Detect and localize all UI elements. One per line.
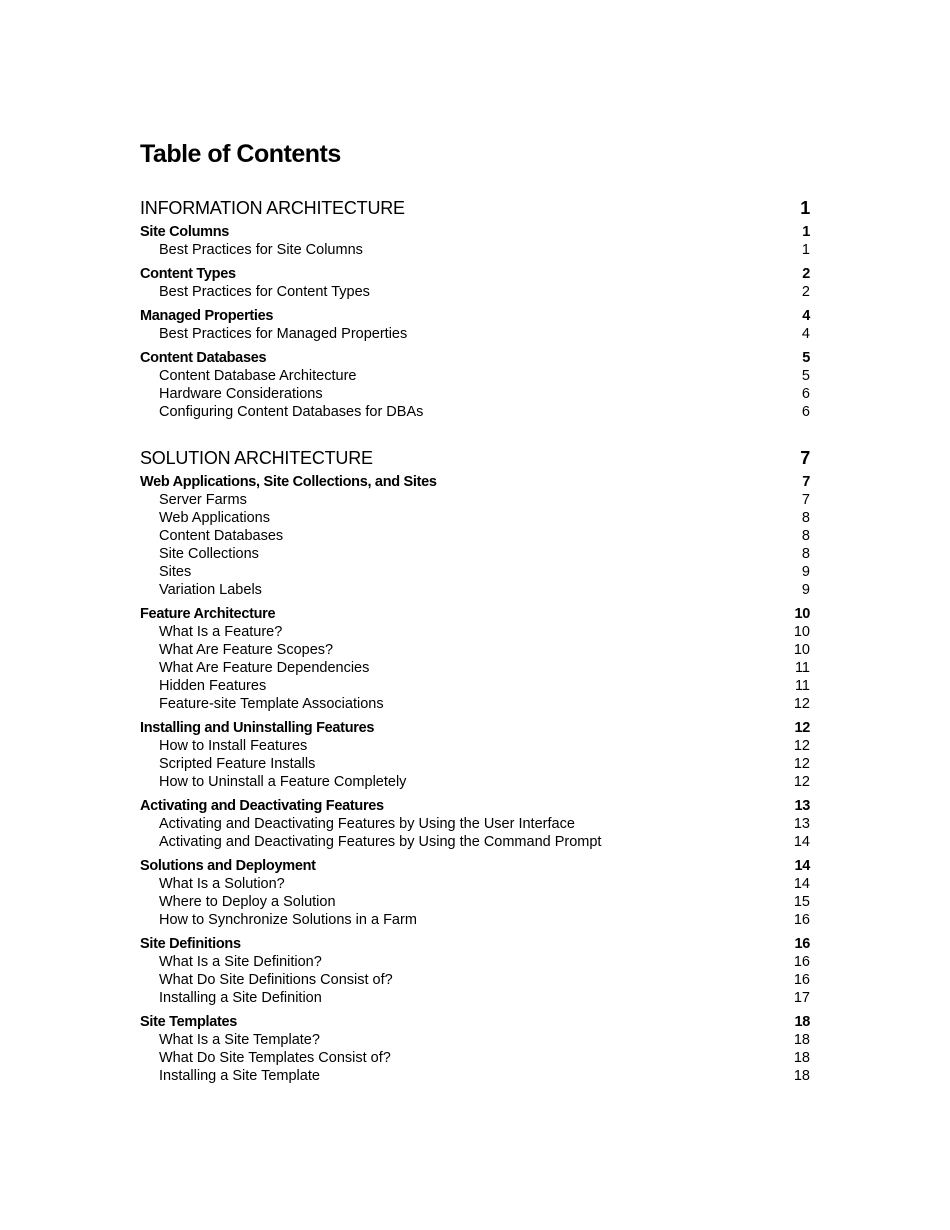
toc-entry[interactable] — [140, 641, 810, 659]
toc-section-heading[interactable] — [140, 307, 810, 325]
part-title: SOLUTION ARCHITECTURE — [140, 448, 373, 468]
toc-section — [140, 265, 810, 301]
section-page-number: 12 — [794, 720, 810, 736]
section-title: Site Templates — [140, 1014, 238, 1030]
entry-page-number: 14 — [793, 834, 810, 850]
entry-page-number: 10 — [793, 624, 810, 640]
entry-page-number: 9 — [801, 582, 810, 598]
section-title: Activating and Deactivating Features — [140, 798, 384, 814]
entry-title: What Are Feature Scopes? — [159, 642, 334, 658]
toc-entry[interactable] — [140, 971, 810, 989]
entry-title: Content Database Architecture — [159, 368, 357, 384]
entry-page-number: 8 — [801, 510, 810, 526]
entry-page-number: 16 — [793, 912, 810, 928]
toc-section — [140, 719, 810, 791]
entry-title: How to Install Features — [159, 738, 308, 754]
table-of-contents — [140, 138, 810, 1111]
entry-page-number: 12 — [793, 774, 810, 790]
entry-page-number: 18 — [793, 1050, 810, 1066]
entry-page-number: 11 — [794, 678, 810, 694]
toc-entry[interactable] — [140, 283, 810, 301]
entry-page-number: 16 — [793, 954, 810, 970]
entry-page-number: 7 — [801, 492, 810, 508]
toc-section-heading[interactable] — [140, 719, 810, 737]
part-page-number: 1 — [800, 198, 810, 218]
entry-title: Scripted Feature Installs — [159, 756, 316, 772]
entry-page-number: 12 — [793, 738, 810, 754]
toc-entry[interactable] — [140, 875, 810, 893]
part-title: INFORMATION ARCHITECTURE — [140, 198, 405, 218]
entry-page-number: 18 — [793, 1032, 810, 1048]
toc-section-heading[interactable] — [140, 857, 810, 875]
entry-page-number: 15 — [793, 894, 810, 910]
entry-title: Hardware Considerations — [159, 386, 323, 402]
entry-title: Best Practices for Content Types — [159, 284, 370, 300]
section-title: Content Databases — [140, 350, 267, 366]
toc-entry[interactable] — [140, 755, 810, 773]
toc-entry[interactable] — [140, 989, 810, 1007]
toc-entry[interactable] — [140, 677, 810, 695]
entry-title: Content Databases — [159, 528, 284, 544]
section-page-number: 16 — [794, 936, 810, 952]
entry-title: Hidden Features — [159, 678, 267, 694]
toc-section-heading[interactable] — [140, 935, 810, 953]
toc-section-heading[interactable] — [140, 1013, 810, 1031]
toc-section-heading[interactable] — [140, 349, 810, 367]
entry-title: What Do Site Templates Consist of? — [159, 1050, 391, 1066]
toc-parts — [140, 197, 810, 1085]
section-title: Installing and Uninstalling Features — [140, 720, 375, 736]
entry-page-number: 17 — [793, 990, 810, 1006]
toc-entry[interactable] — [140, 623, 810, 641]
section-title: Solutions and Deployment — [140, 858, 316, 874]
entry-title: Feature-site Template Associations — [159, 696, 384, 712]
section-page-number: 10 — [794, 606, 810, 622]
toc-entry[interactable] — [140, 385, 810, 403]
entry-title: Activating and Deactivating Features by Using the Command Prompt — [159, 834, 602, 850]
toc-section — [140, 223, 810, 259]
section-page-number: 2 — [802, 266, 810, 282]
toc-entry[interactable] — [140, 241, 810, 259]
toc-entry[interactable] — [140, 911, 810, 929]
entry-title: What Do Site Definitions Consist of? — [159, 972, 393, 988]
toc-entry[interactable] — [140, 1031, 810, 1049]
toc-entry[interactable] — [140, 545, 810, 563]
section-title: Content Types — [140, 266, 236, 282]
entry-page-number: 6 — [801, 386, 810, 402]
section-page-number: 18 — [794, 1014, 810, 1030]
entry-title: Best Practices for Site Columns — [159, 242, 363, 258]
toc-section — [140, 857, 810, 929]
toc-entry[interactable] — [140, 893, 810, 911]
page-title: Table of Contents — [140, 140, 341, 168]
section-page-number: 1 — [802, 224, 810, 240]
entry-page-number: 13 — [793, 816, 810, 832]
section-page-number: 14 — [794, 858, 810, 874]
toc-part — [140, 197, 810, 421]
section-title: Managed Properties — [140, 308, 274, 324]
toc-section — [140, 935, 810, 1007]
toc-section — [140, 797, 810, 851]
section-title: Feature Architecture — [140, 606, 276, 622]
entry-title: What Is a Site Template? — [159, 1032, 320, 1048]
entry-page-number: 1 — [801, 242, 810, 258]
entry-title: What Is a Site Definition? — [159, 954, 322, 970]
entry-page-number: 11 — [794, 660, 810, 676]
section-title: Site Columns — [140, 224, 230, 240]
toc-entry[interactable] — [140, 527, 810, 545]
section-page-number: 13 — [794, 798, 810, 814]
entry-page-number: 6 — [801, 404, 810, 420]
toc-section — [140, 307, 810, 343]
entry-page-number: 9 — [801, 564, 810, 580]
toc-section — [140, 349, 810, 421]
section-title: Web Applications, Site Collections, and Sites — [140, 474, 437, 490]
entry-title: What Is a Feature? — [159, 624, 283, 640]
entry-title: What Is a Solution? — [159, 876, 285, 892]
toc-entry[interactable] — [140, 563, 810, 581]
entry-title: Web Applications — [159, 510, 270, 526]
entry-page-number: 5 — [801, 368, 810, 384]
entry-page-number: 18 — [793, 1068, 810, 1084]
toc-entry[interactable] — [140, 815, 810, 833]
toc-entry[interactable] — [140, 695, 810, 713]
entry-page-number: 12 — [793, 756, 810, 772]
entry-title: What Are Feature Dependencies — [159, 660, 370, 676]
toc-section-heading[interactable] — [140, 473, 810, 491]
section-title: Site Definitions — [140, 936, 241, 952]
toc-entry[interactable] — [140, 491, 810, 509]
entry-title: Activating and Deactivating Features by Using the User Interface — [159, 816, 575, 832]
entry-title: Variation Labels — [159, 582, 262, 598]
toc-entry[interactable] — [140, 1049, 810, 1067]
entry-page-number: 16 — [793, 972, 810, 988]
part-page-number: 7 — [800, 448, 810, 468]
entry-title: Installing a Site Definition — [159, 990, 322, 1006]
toc-section — [140, 473, 810, 599]
toc-section-heading[interactable] — [140, 797, 810, 815]
entry-title: Configuring Content Databases for DBAs — [159, 404, 424, 420]
entry-title: Site Collections — [159, 546, 259, 562]
toc-entry[interactable] — [140, 509, 810, 527]
toc-section — [140, 1013, 810, 1085]
entry-page-number: 12 — [793, 696, 810, 712]
toc-entry[interactable] — [140, 581, 810, 599]
toc-entry[interactable] — [140, 953, 810, 971]
entry-page-number: 8 — [801, 528, 810, 544]
toc-entry[interactable] — [140, 659, 810, 677]
entry-page-number: 2 — [801, 284, 810, 300]
toc-part-heading[interactable] — [140, 197, 810, 219]
entry-title: How to Uninstall a Feature Completely — [159, 774, 407, 790]
section-page-number: 7 — [802, 474, 810, 490]
entry-title: Installing a Site Template — [159, 1068, 320, 1084]
entry-title: Server Farms — [159, 492, 247, 508]
toc-section-heading[interactable] — [140, 605, 810, 623]
entry-title: How to Synchronize Solutions in a Farm — [159, 912, 417, 928]
toc-section-heading[interactable] — [140, 223, 810, 241]
toc-entry[interactable] — [140, 833, 810, 851]
entry-title: Sites — [159, 564, 192, 580]
entry-page-number: 14 — [793, 876, 810, 892]
toc-part — [140, 447, 810, 1085]
toc-entry[interactable] — [140, 1067, 810, 1085]
toc-entry[interactable] — [140, 403, 810, 421]
entry-title: Best Practices for Managed Properties — [159, 326, 408, 342]
entry-page-number: 4 — [801, 326, 810, 342]
entry-title: Where to Deploy a Solution — [159, 894, 336, 910]
toc-entry[interactable] — [140, 325, 810, 343]
entry-page-number: 10 — [793, 642, 810, 658]
section-page-number: 4 — [802, 308, 810, 324]
toc-entry[interactable] — [140, 773, 810, 791]
section-page-number: 5 — [802, 350, 810, 366]
toc-entry[interactable] — [140, 367, 810, 385]
toc-section-heading[interactable] — [140, 265, 810, 283]
entry-page-number: 8 — [801, 546, 810, 562]
toc-section — [140, 605, 810, 713]
toc-part-heading[interactable] — [140, 447, 810, 469]
toc-entry[interactable] — [140, 737, 810, 755]
